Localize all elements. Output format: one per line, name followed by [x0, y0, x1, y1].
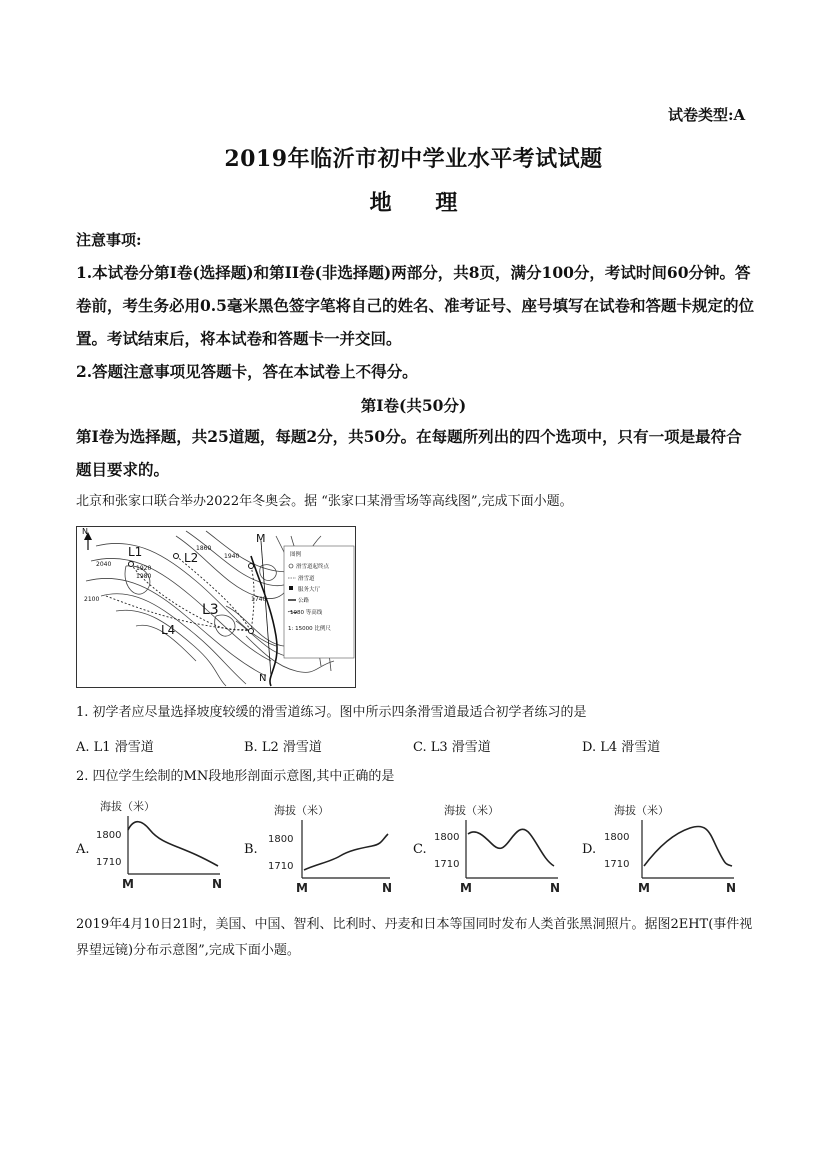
profile-b-m-label: M: [296, 881, 308, 895]
profile-chart-a: [90, 796, 230, 896]
q1-option-c[interactable]: C. L3 滑雪道: [413, 740, 491, 755]
notice-item-1: 1.本试卷分第I卷(选择题)和第II卷(非选择题)两部分，共8页，满分100分，考试时间60分钟。答卷前，考生务必用0.5毫米黑色签字笔将自己的姓名、准考证号、座号填写在试卷和答题卡规定的位置。考试结束后，将本试卷和答题卡一并交回。: [76, 263, 754, 348]
profile-chart-d: [600, 800, 750, 900]
legend-item-service-hall: 服务大厅: [298, 587, 321, 593]
q1-option-d[interactable]: D. L4 滑雪道: [582, 740, 661, 755]
profile-a-tick-low: 1710: [96, 857, 122, 868]
q2-option-d[interactable]: D.: [582, 842, 597, 857]
profile-a-m-label: M: [122, 877, 134, 891]
profile-b-tick-high: 1800: [268, 834, 294, 845]
contour-1740-label: 1740: [251, 596, 267, 603]
legend-item-endpoint: 滑雪道起终点: [296, 564, 330, 570]
profile-c-m-label: M: [460, 881, 472, 895]
profile-b-n-label: N: [382, 881, 393, 895]
contour-1980-label: 1980: [136, 573, 152, 580]
contour-map: [76, 526, 356, 688]
profile-c-tick-low: 1710: [434, 859, 460, 870]
question-1-stem: 1. 初学者应尽量选择坡度较缓的滑雪道练习。图中所示四条滑雪道最适合初学者练习的是: [76, 705, 587, 720]
contour-1940-label: 1940: [224, 553, 240, 560]
profile-b-tick-low: 1710: [268, 861, 294, 872]
trail-l3-label: L3: [202, 602, 219, 618]
legend-title: 图例: [290, 552, 302, 558]
profile-d-m-label: M: [638, 881, 650, 895]
contour-1920-label: 1920: [136, 565, 152, 572]
contour-1860-label: 1860: [196, 545, 212, 552]
q2-option-b[interactable]: B.: [244, 842, 258, 857]
map-m-label: M: [256, 532, 266, 545]
legend-item-road: 公路: [298, 598, 310, 604]
q2-option-c[interactable]: C.: [413, 842, 427, 857]
intro-paragraph-2: 2019年4月10日21时，美国、中国、智利、比利时、丹麦和日本等国同时发布人类首张黑洞照片。据图2EHT(事件视界望远镜)分布示意图”,完成下面小题。: [76, 917, 753, 958]
notice-item-2: 2.答题注意事项见答题卡，答在本试卷上不得分。: [76, 362, 418, 381]
profile-c-axis-title: 海拔（米）: [444, 804, 499, 817]
map-n-label: N: [259, 673, 267, 684]
q2-option-a[interactable]: A.: [76, 842, 90, 857]
q1-option-b[interactable]: B. L2 滑雪道: [244, 740, 322, 755]
profile-chart-c: [430, 800, 570, 900]
profile-d-tick-high: 1800: [604, 832, 630, 843]
profile-b-axis-title: 海拔（米）: [274, 804, 329, 817]
profile-a-n-label: N: [212, 877, 223, 891]
profile-c-tick-high: 1800: [434, 832, 460, 843]
exam-type: 试卷类型:A: [668, 106, 746, 124]
profile-c-n-label: N: [550, 881, 561, 895]
section-title: 第I卷(共50分): [360, 396, 467, 415]
trail-l1-label: L1: [128, 545, 143, 559]
legend-item-scale: 1: 15000 比例尺: [288, 626, 331, 632]
section-description: 第I卷为选择题，共25道题，每题2分，共50分。在每题所列出的四个选项中，只有一项是最符合题目要求的。: [76, 427, 742, 479]
profile-a-axis-title: 海拔（米）: [100, 800, 155, 813]
notice-heading: 注意事项:: [76, 231, 142, 249]
legend-item-contour: 1980 等高线: [290, 610, 323, 616]
trail-l4-label: L4: [161, 623, 176, 637]
contour-2040-label: 2040: [96, 561, 112, 568]
profile-a-tick-high: 1800: [96, 830, 122, 841]
profile-d-n-label: N: [726, 881, 737, 895]
question-2-stem: 2. 四位学生绘制的MN段地形剖面示意图,其中正确的是: [76, 769, 395, 784]
profile-d-axis-title: 海拔（米）: [614, 804, 669, 817]
map-north-label: N: [82, 527, 88, 536]
profile-chart-b: [262, 800, 402, 900]
map-legend: [284, 546, 354, 658]
q1-option-a[interactable]: A. L1 滑雪道: [76, 740, 154, 755]
legend-item-trail: 滑雪道: [298, 576, 315, 582]
page-title: 2019年临沂市初中学业水平考试试题: [224, 146, 603, 172]
contour-2100-label: 2100: [84, 596, 100, 603]
trail-l2-label: L2: [184, 551, 199, 565]
intro-paragraph-1: 北京和张家口联合举办2022年冬奥会。据 “张家口某滑雪场等高线图”,完成下面小题。: [76, 494, 573, 509]
profile-d-tick-low: 1710: [604, 859, 630, 870]
subject-title: 地 理: [369, 190, 476, 216]
